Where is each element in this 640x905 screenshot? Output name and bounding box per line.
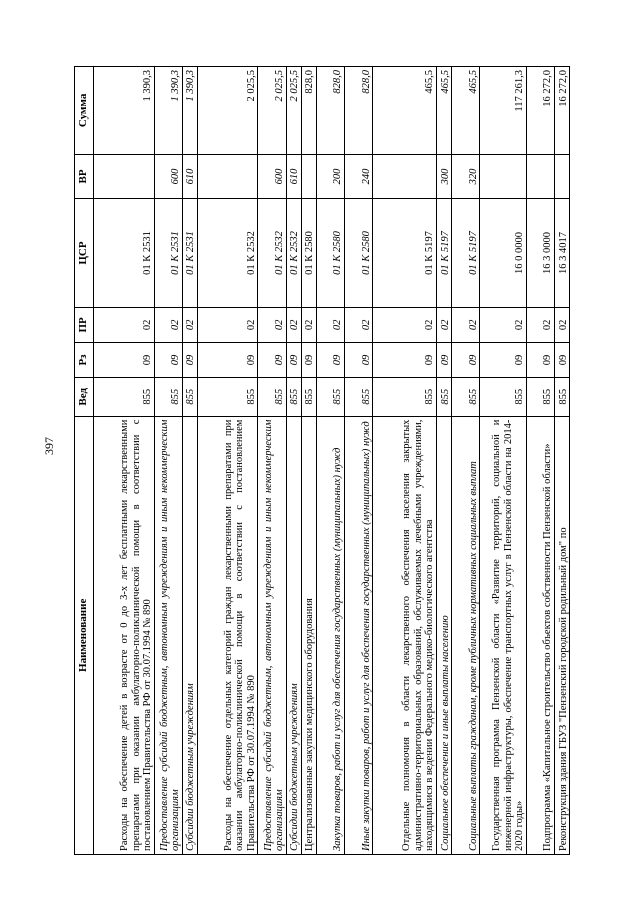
table-row (554, 67, 569, 855)
cell-name: Отдельные полномочия в области лекарственного обеспечения населения закрытых административно-территориальных образований, обслуживаемых лечебными учреждениями, находящимися в ведении Федерального медико-биологического агентства (373, 416, 437, 854)
table-row (94, 67, 155, 855)
cell-sum: 1 390,3 (94, 67, 155, 155)
cell-csr: 01 К 2531 (154, 199, 182, 308)
cell-rz: 09 (554, 342, 569, 377)
cell-rz: 09 (344, 342, 372, 377)
cell-vr: 600 (154, 154, 182, 198)
header-csr: ЦСР (75, 199, 94, 308)
cell-csr: 01 К 2580 (316, 199, 344, 308)
cell-ved: 855 (316, 378, 344, 417)
cell-rz: 09 (182, 342, 197, 377)
cell-name: Государственная программа Пензенской области «Развитие территорий, социальной и инженерной инфраструктуры, обеспечение транспортных услуг в Пензенской области на 2014-2020 годы» (480, 416, 527, 854)
cell-rz: 09 (301, 342, 316, 377)
cell-csr: 16 0 0000 (480, 199, 527, 308)
cell-csr: 01 К 2532 (286, 199, 301, 308)
cell-ved: 855 (154, 378, 182, 417)
cell-sum: 828,0 (301, 67, 316, 155)
budget-table-container (74, 66, 570, 855)
cell-name: Субсидии бюджетным учреждениям (286, 416, 301, 854)
table-row (301, 67, 316, 855)
cell-name: Расходы на обеспечение детей в возрасте от 0 до 3-х лет бесплатными лекарственными препаратами при оказании амбулаторно-поликлинической помощи в соответствии с постановлением Правительства РФ от 30.07.1994 № 890 (94, 416, 155, 854)
cell-pr: 02 (197, 307, 258, 342)
cell-sum: 465,5 (373, 67, 437, 155)
cell-ved: 855 (182, 378, 197, 417)
cell-sum: 2 025,5 (197, 67, 258, 155)
cell-csr: 01 К 2580 (344, 199, 372, 308)
table-row (344, 67, 372, 855)
table-row (258, 67, 286, 855)
cell-sum: 465,5 (452, 67, 480, 155)
cell-sum: 16 272,0 (554, 67, 569, 155)
cell-ved: 855 (286, 378, 301, 417)
header-pr: ПР (75, 307, 94, 342)
cell-rz: 09 (258, 342, 286, 377)
cell-name: Подпрограмма «Капитальное строительство объектов собственности Пензенской области» (526, 416, 554, 854)
cell-name: Иные закупки товаров, работ и услуг для обеспечения государственных (муниципальных) нужд (344, 416, 372, 854)
cell-csr: 01 К 2531 (182, 199, 197, 308)
header-rz: Рз (75, 342, 94, 377)
cell-rz: 09 (452, 342, 480, 377)
cell-csr: 01 К 2532 (258, 199, 286, 308)
cell-pr: 02 (436, 307, 451, 342)
cell-pr: 02 (480, 307, 527, 342)
cell-csr: 01 К 2580 (301, 199, 316, 308)
cell-pr: 02 (452, 307, 480, 342)
cell-sum: 828,0 (344, 67, 372, 155)
table-row (182, 67, 197, 855)
cell-pr: 02 (526, 307, 554, 342)
cell-sum: 465,5 (436, 67, 451, 155)
header-ved: Вед (75, 378, 94, 417)
cell-ved: 855 (344, 378, 372, 417)
cell-pr: 02 (258, 307, 286, 342)
cell-name: Централизованные закупки медицинского оборудования (301, 416, 316, 854)
cell-pr: 02 (301, 307, 316, 342)
cell-vr (526, 154, 554, 198)
cell-pr: 02 (182, 307, 197, 342)
cell-vr (373, 154, 437, 198)
cell-vr (301, 154, 316, 198)
cell-ved: 855 (301, 378, 316, 417)
cell-csr: 01 К 5197 (452, 199, 480, 308)
cell-name: Социальное обеспечение и иные выплаты населению (436, 416, 451, 854)
cell-sum: 828,0 (316, 67, 344, 155)
cell-vr (197, 154, 258, 198)
cell-ved: 855 (94, 378, 155, 417)
cell-ved: 855 (436, 378, 451, 417)
cell-sum: 2 025,5 (258, 67, 286, 155)
cell-ved: 855 (197, 378, 258, 417)
cell-sum: 1 390,3 (154, 67, 182, 155)
cell-rz: 09 (197, 342, 258, 377)
cell-vr: 610 (286, 154, 301, 198)
table-row (526, 67, 554, 855)
cell-ved: 855 (526, 378, 554, 417)
cell-pr: 02 (154, 307, 182, 342)
cell-vr (554, 154, 569, 198)
cell-name: Субсидии бюджетным учреждениям (182, 416, 197, 854)
cell-rz: 09 (436, 342, 451, 377)
budget-table (74, 66, 570, 855)
table-row (197, 67, 258, 855)
cell-name: Закупка товаров, работ и услуг для обеспечения государственных (муниципальных) нужд (316, 416, 344, 854)
cell-name: Расходы на обеспечение отдельных категорий граждан лекарственными препаратами при оказании амбулаторно-поликлинической помощи в соответствии с постановлением Правительства РФ от 30.07.1994 № 890 (197, 416, 258, 854)
cell-vr (480, 154, 527, 198)
table-header-row (75, 67, 94, 855)
table-row (154, 67, 182, 855)
table-row (373, 67, 437, 855)
cell-pr: 02 (94, 307, 155, 342)
cell-rz: 09 (94, 342, 155, 377)
cell-rz: 09 (154, 342, 182, 377)
table-row (286, 67, 301, 855)
cell-rz: 09 (480, 342, 527, 377)
cell-sum: 117 261,3 (480, 67, 527, 155)
cell-ved: 855 (373, 378, 437, 417)
cell-rz: 09 (286, 342, 301, 377)
header-sum: Сумма (75, 67, 94, 155)
cell-csr: 01 К 5197 (436, 199, 451, 308)
cell-vr (94, 154, 155, 198)
cell-pr: 02 (554, 307, 569, 342)
cell-ved: 855 (452, 378, 480, 417)
cell-csr: 01 К 2531 (94, 199, 155, 308)
cell-pr: 02 (286, 307, 301, 342)
cell-csr: 16 3 0000 (526, 199, 554, 308)
cell-pr: 02 (316, 307, 344, 342)
header-vr: ВР (75, 154, 94, 198)
cell-name: Реконструкция здания ГБУЗ "Пензенский городской родильный дом" по (554, 416, 569, 854)
cell-csr: 01 К 5197 (373, 199, 437, 308)
cell-vr: 240 (344, 154, 372, 198)
cell-name: Социальные выплаты гражданам, кроме публичных нормативных социальных выплат (452, 416, 480, 854)
table-row (316, 67, 344, 855)
cell-csr: 01 К 2532 (197, 199, 258, 308)
cell-csr: 16 3 4017 (554, 199, 569, 308)
table-row (436, 67, 451, 855)
cell-pr: 02 (344, 307, 372, 342)
cell-sum: 16 272,0 (526, 67, 554, 155)
cell-vr: 200 (316, 154, 344, 198)
page-number: 397 (42, 437, 56, 455)
cell-pr: 02 (373, 307, 437, 342)
cell-ved: 855 (554, 378, 569, 417)
cell-name: Предоставление субсидий бюджетным, автономным учреждениям и иным некоммерческим организациям (258, 416, 286, 854)
cell-rz: 09 (373, 342, 437, 377)
table-row (452, 67, 480, 855)
cell-rz: 09 (316, 342, 344, 377)
cell-ved: 855 (258, 378, 286, 417)
cell-sum: 1 390,3 (182, 67, 197, 155)
header-name: Наименование (75, 416, 94, 854)
cell-sum: 2 025,5 (286, 67, 301, 155)
cell-vr: 600 (258, 154, 286, 198)
cell-vr: 320 (452, 154, 480, 198)
cell-rz: 09 (526, 342, 554, 377)
cell-ved: 855 (480, 378, 527, 417)
cell-vr: 610 (182, 154, 197, 198)
cell-vr: 300 (436, 154, 451, 198)
table-row (480, 67, 527, 855)
cell-name: Предоставление субсидий бюджетным, автономным учреждениям и иным некоммерческим организациям (154, 416, 182, 854)
